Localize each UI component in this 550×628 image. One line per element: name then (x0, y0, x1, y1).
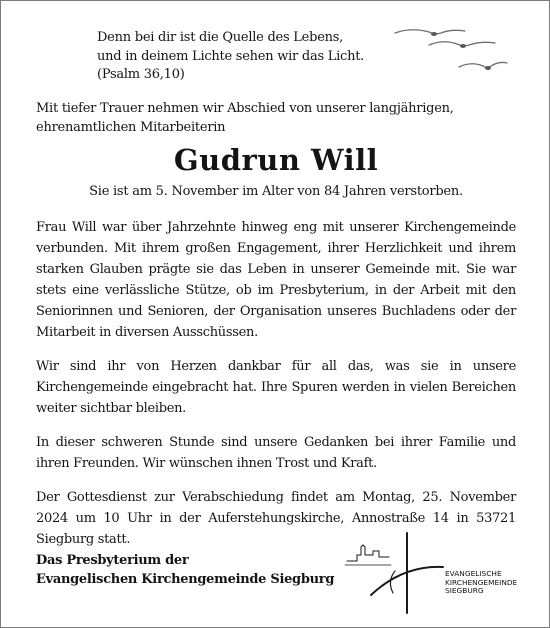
verse-line-2: und in deinem Lichte sehen wir das Licht. (97, 48, 365, 64)
signature-line-1: Das Presbyterium der (36, 553, 189, 568)
church-cross-logo-icon (343, 531, 445, 615)
logo-line-2: KIRCHENGEMEINDE (445, 577, 518, 587)
body-text (36, 217, 516, 563)
logo-line-3: SIEGBURG (445, 586, 484, 596)
deceased-name: Gudrun Will (173, 143, 379, 177)
intro-line-1: Mit tiefer Trauer nehmen wir Abschied von unserer langjährigen, (36, 101, 454, 116)
signature (36, 551, 334, 589)
bible-verse (97, 29, 364, 85)
paragraph: In dieser schweren Stunde sind unsere Gedanken bei ihrer Familie und ihren Freunden. Wir wünschen ihnen Trost und Kraft. (36, 435, 516, 471)
logo-line-1: EVANGELISCHE (445, 569, 502, 578)
church-logo-text (445, 570, 517, 596)
death-notice: Sie ist am 5. November im Alter von 84 Jahren verstorben. (89, 184, 463, 199)
signature-line-2: Evangelischen Kirchengemeinde Siegburg (36, 572, 335, 587)
verse-line-1: Denn bei dir ist die Quelle des Lebens, (97, 30, 344, 45)
paragraph: Frau Will war über Jahrzehnte hinweg eng mit unserer Kirchengemeinde verbunden. Mit ihrem großen Engagement, ihrer Herzlichkeit und ihrem starken Glauben prägte sie das Leben in unserer Gemeinde mit. Sie war stets eine verlässliche Stütze, ob im Presbyterium, in der Arbeit mit den Seniorinnen und Senioren, der Organisation unseres Buchladens oder der Mitarbeit in diversen Ausschüssen. (36, 220, 516, 340)
paragraph: Der Gottesdienst zur Verabschiedung findet am Montag, 25. November 2024 um 10 Uhr in der Auferstehungskirche, Annostraße 14 in 53721 Siegburg statt. (36, 490, 516, 547)
intro-line-2: ehrenamtlichen Mitarbeiterin (36, 120, 226, 135)
paragraph: Wir sind ihr von Herzen dankbar für all das, was sie in unsere Kirchengemeinde eingebracht hat. Ihre Spuren werden in vielen Bereichen weiter sichtbar bleiben. (36, 359, 516, 416)
verse-reference: (Psalm 36,10) (97, 67, 185, 82)
intro-text (36, 99, 516, 137)
flying-birds-icon (389, 23, 509, 81)
